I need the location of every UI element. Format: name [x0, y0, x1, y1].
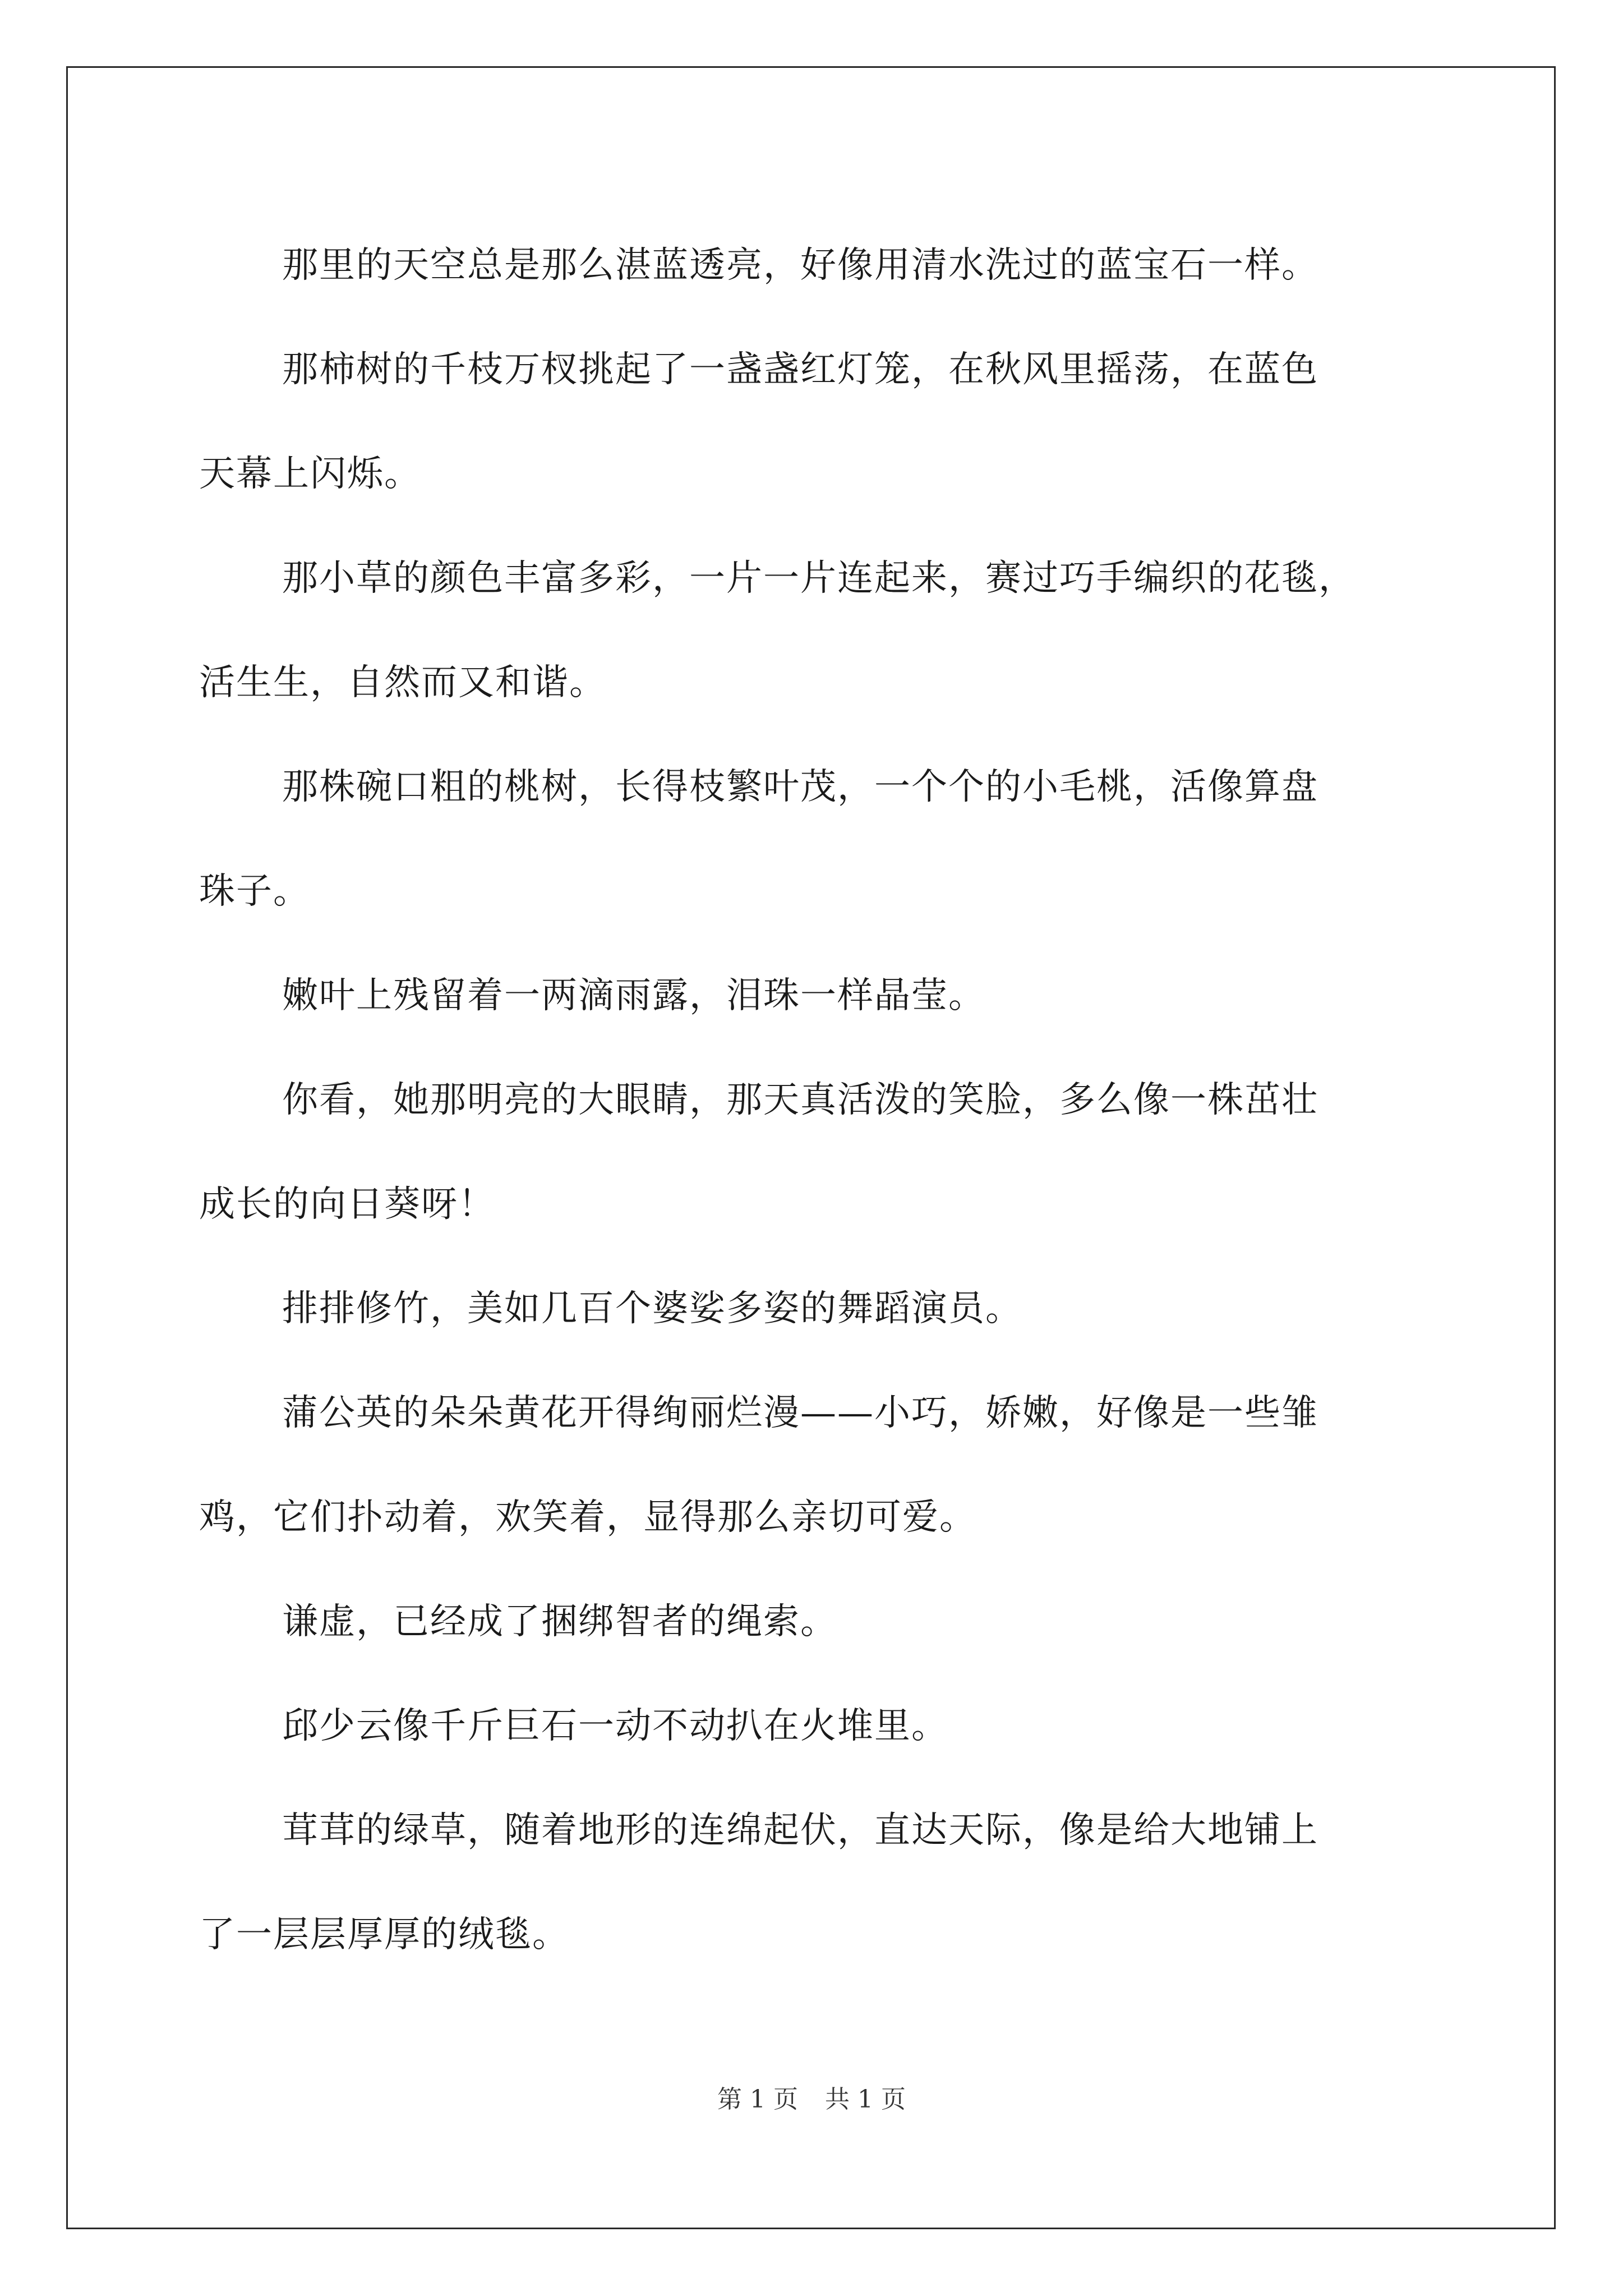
text-line: 成长的向日葵呀！: [199, 1184, 495, 1225]
text-line: 邱少云像千斤巨石一动不动扒在火堆里。: [282, 1705, 948, 1747]
text-line: 嫩叶上残留着一两滴雨露，泪珠一样晶莹。: [282, 975, 985, 1016]
paragraph: [199, 526, 1433, 735]
page-total: 共 1 页: [825, 2085, 906, 2114]
paragraph: [199, 1257, 1433, 1361]
text-line: 那里的天空总是那么湛蓝透亮，好像用清水洗过的蓝宝石一样。: [282, 245, 1318, 286]
text-line: 鸡，它们扑动着，欢笑着，显得那么亲切可爱。: [199, 1497, 976, 1538]
text-line: 茸茸的绿草，随着地形的连绵起伏，直达天际，像是给大地铺上: [282, 1810, 1318, 1851]
paragraph: [199, 1570, 1433, 1674]
text-line: 你看，她那明亮的大眼睛，那天真活泼的笑脸，多么像一株茁壮: [282, 1079, 1318, 1121]
page-footer: [0, 2079, 1623, 2115]
paragraph: [199, 735, 1433, 944]
text-line: 珠子。: [199, 871, 310, 912]
text-line: 活生生，自然而又和谐。: [199, 662, 606, 703]
paragraph: [199, 1674, 1433, 1778]
text-line: 天幕上闪烁。: [199, 453, 421, 495]
text-line: 蒲公英的朵朵黄花开得绚丽烂漫——小巧，娇嫩，好像是一些雏: [282, 1392, 1318, 1434]
paragraph: [199, 1778, 1433, 1987]
text-line: 谦虚，已经成了捆绑智者的绳索。: [282, 1601, 837, 1642]
paragraph: [199, 944, 1433, 1048]
paragraph: [199, 213, 1433, 318]
text-line: 那柿树的千枝万杈挑起了一盏盏红灯笼，在秋风里摇荡，在蓝色: [282, 349, 1318, 390]
paragraph: [199, 318, 1433, 526]
text-line: 了一层层厚厚的绒毯。: [199, 1914, 569, 1955]
paragraph: [199, 1361, 1433, 1570]
text-line: 排排修竹，美如几百个婆娑多姿的舞蹈演员。: [282, 1288, 1022, 1329]
text-line: 那小草的颜色丰富多彩，一片一片连起来，赛过巧手编织的花毯，: [282, 558, 1355, 599]
document-body: [199, 213, 1433, 1987]
page-number: 第 1 页: [717, 2085, 798, 2114]
paragraph: [199, 1048, 1433, 1257]
text-line: 那株碗口粗的桃树，长得枝繁叶茂，一个个的小毛桃，活像算盘: [282, 766, 1318, 808]
